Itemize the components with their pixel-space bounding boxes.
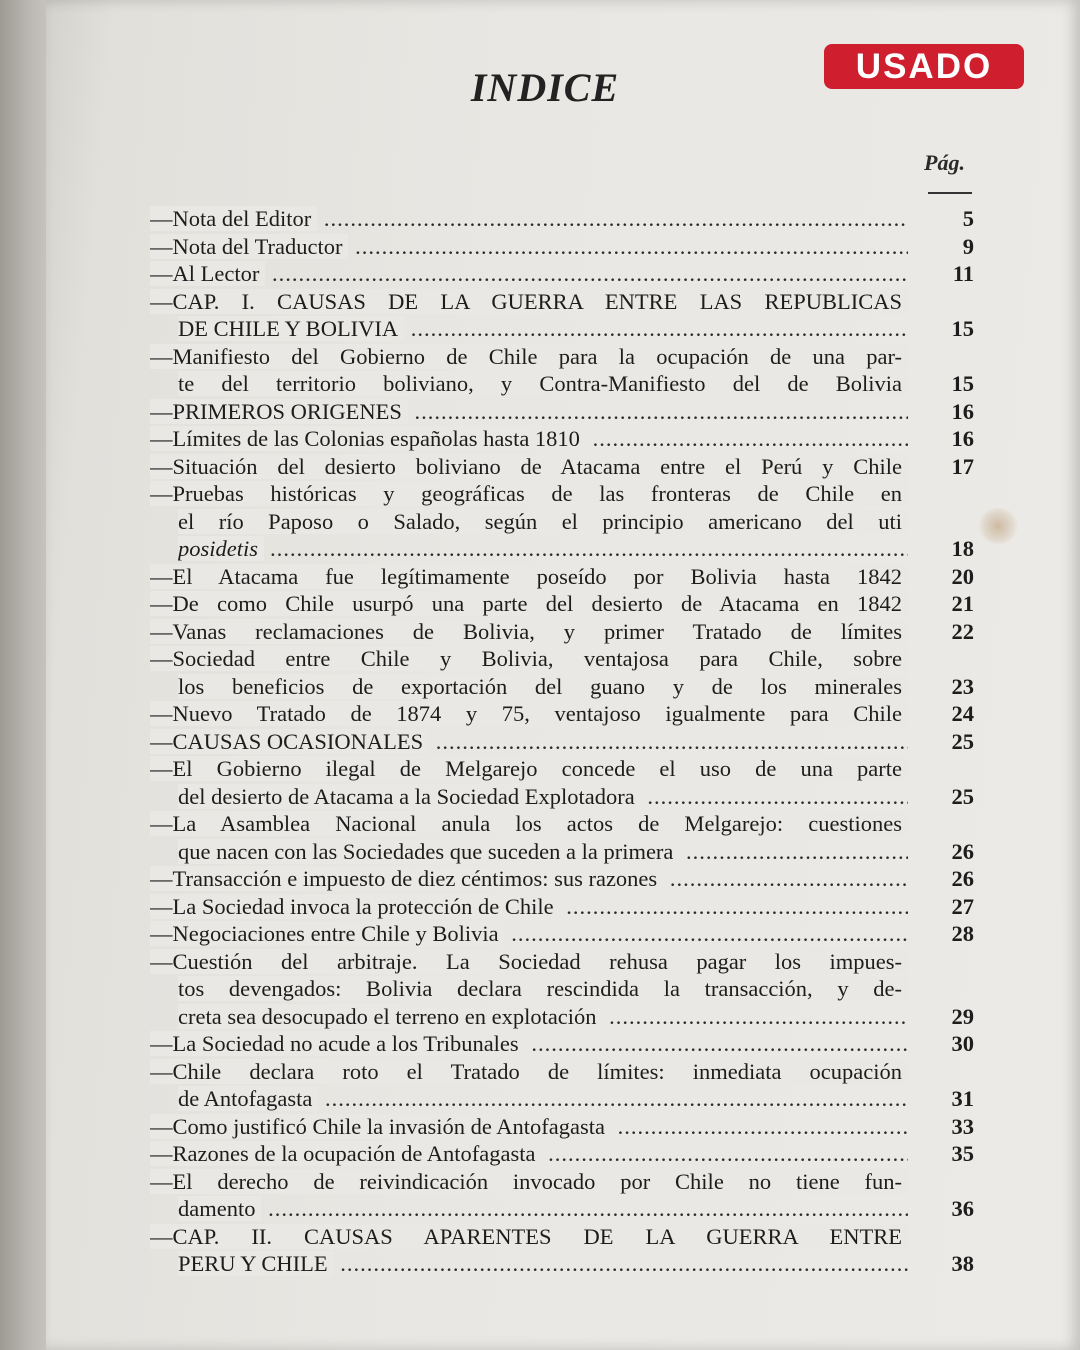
toc-entry-label: —CAP. I. CAUSAS DE LA GUERRA ENTRE LAS REPUBLICAS bbox=[150, 289, 908, 314]
toc-entry-text bbox=[178, 1195, 908, 1223]
toc-entry-text bbox=[150, 700, 908, 728]
toc-line bbox=[150, 673, 980, 701]
toc-entry-label: que nacen con las Sociedades que suceden a la primera bbox=[178, 839, 679, 864]
toc-line bbox=[150, 1250, 980, 1278]
toc-page-number: 16 bbox=[951, 426, 974, 451]
toc-entry-label: —Cuestión del arbitraje. La Sociedad rehusa pagar los impues- bbox=[150, 949, 908, 974]
toc-entry-text bbox=[150, 260, 908, 288]
toc-entry-label: —Negociaciones entre Chile y Bolivia bbox=[150, 921, 505, 946]
toc-line bbox=[150, 838, 980, 866]
toc-page-number: 15 bbox=[951, 371, 974, 396]
toc-line bbox=[150, 425, 980, 453]
toc-entry-label: —Transacción e impuesto de diez céntimos: sus razones bbox=[150, 866, 663, 891]
toc-entry-text bbox=[150, 343, 908, 371]
table-of-contents bbox=[150, 205, 980, 1278]
toc-line bbox=[150, 920, 980, 948]
toc-entry-label: —La Sociedad invoca la protección de Chile bbox=[150, 894, 560, 919]
toc-entry-text bbox=[150, 728, 908, 756]
toc-line bbox=[150, 618, 980, 646]
toc-entry-label: —Nota del Editor bbox=[150, 206, 317, 231]
toc-page-number: 33 bbox=[951, 1113, 974, 1139]
toc-entry-text bbox=[150, 1113, 908, 1141]
toc-entry-text bbox=[150, 1223, 908, 1251]
toc-entry-text bbox=[150, 920, 908, 948]
toc-entry-label: PERU Y CHILE bbox=[178, 1251, 334, 1276]
toc-entry-label: —La Asamblea Nacional anula los actos de Melgarejo: cuestiones bbox=[150, 811, 908, 836]
toc-entry-label: de Antofagasta bbox=[178, 1086, 318, 1111]
toc-page-number: 36 bbox=[951, 1196, 974, 1221]
toc-line bbox=[150, 1085, 980, 1113]
toc-line bbox=[150, 1223, 980, 1251]
toc-line bbox=[150, 288, 980, 316]
toc-entry-label: del desierto de Atacama a la Sociedad Explotadora bbox=[178, 784, 641, 809]
toc-entry-label: —Sociedad entre Chile y Bolivia, ventajosa para Chile, sobre bbox=[150, 646, 908, 671]
toc-entry-label: —La Sociedad no acude a los Tribunales bbox=[150, 1031, 525, 1056]
toc-page-number: 28 bbox=[951, 921, 974, 946]
toc-entry-text bbox=[178, 1003, 908, 1031]
toc-line bbox=[150, 260, 980, 288]
toc-entry-label: DE CHILE Y BOLIVIA bbox=[178, 316, 404, 341]
toc-entry-label: —El derecho de reivindicación invocado por Chile no tiene fun- bbox=[150, 1169, 908, 1194]
toc-line bbox=[150, 1168, 980, 1196]
toc-entry-label: —Límites de las Colonias españolas hasta 1810 bbox=[150, 426, 586, 451]
toc-entry-label: —Chile declara roto el Tratado de límites: inmediata ocupación bbox=[150, 1059, 908, 1084]
toc-line bbox=[150, 893, 980, 921]
toc-entry-label: creta sea desocupado el terreno en explotación bbox=[178, 1004, 603, 1029]
page-column-rule bbox=[928, 192, 972, 194]
toc-entry-label: —El Atacama fue legítimamente poseído por Bolivia hasta 1842 bbox=[150, 564, 908, 589]
toc-entry-label: los beneficios de exportación del guano y de los minerales bbox=[178, 674, 908, 699]
toc-line bbox=[150, 563, 980, 591]
toc-line bbox=[150, 1113, 980, 1141]
toc-page-number: 21 bbox=[951, 591, 974, 616]
toc-line bbox=[150, 948, 980, 976]
toc-page-number: 25 bbox=[951, 783, 974, 809]
toc-entry-text bbox=[178, 783, 908, 811]
toc-entry-label: —El Gobierno ilegal de Melgarejo concede el uso de una parte bbox=[150, 756, 908, 781]
toc-page-number: 31 bbox=[951, 1086, 974, 1111]
toc-entry-text bbox=[178, 535, 908, 563]
toc-entry-text bbox=[150, 865, 908, 893]
toc-line bbox=[150, 535, 980, 563]
toc-entry-label: —Nuevo Tratado de 1874 y 75, ventajoso igualmente para Chile bbox=[150, 701, 908, 726]
toc-line bbox=[150, 398, 980, 426]
toc-entry-label: te del territorio boliviano, y Contra-Manifiesto del de Bolivia bbox=[178, 371, 908, 396]
toc-entry-label: —De como Chile usurpó una parte del desierto de Atacama en 1842 bbox=[150, 591, 908, 616]
toc-line bbox=[150, 233, 980, 261]
toc-line bbox=[150, 453, 980, 481]
toc-page-number: 35 bbox=[951, 1141, 974, 1166]
toc-page-number: 18 bbox=[951, 536, 974, 561]
toc-entry-text bbox=[178, 370, 908, 398]
toc-entry-text bbox=[150, 1058, 908, 1086]
toc-entry-text bbox=[150, 453, 908, 481]
toc-line bbox=[150, 810, 980, 838]
toc-line bbox=[150, 205, 980, 233]
toc-page-number: 38 bbox=[951, 1251, 974, 1276]
toc-page-number: 11 bbox=[952, 261, 974, 286]
toc-entry-label: —Como justificó Chile la invasión de Antofagasta bbox=[150, 1114, 611, 1139]
toc-entry-label: posidetis bbox=[178, 536, 264, 561]
toc-line bbox=[150, 700, 980, 728]
toc-entry-text bbox=[150, 398, 908, 426]
toc-line bbox=[150, 728, 980, 756]
toc-line bbox=[150, 508, 980, 536]
toc-entry-text bbox=[150, 1030, 908, 1058]
toc-page-number: 27 bbox=[951, 893, 974, 919]
toc-entry-label: damento bbox=[178, 1196, 261, 1221]
toc-line bbox=[150, 865, 980, 893]
toc-line bbox=[150, 370, 980, 398]
toc-page-number: 25 bbox=[951, 728, 974, 754]
toc-page-number: 9 bbox=[962, 233, 974, 259]
toc-entry-text bbox=[178, 315, 908, 343]
toc-entry-text bbox=[178, 673, 908, 701]
toc-entry-label: —CAP. II. CAUSAS APARENTES DE LA GUERRA ENTRE bbox=[150, 1224, 908, 1249]
toc-line bbox=[150, 645, 980, 673]
toc-page-number: 15 bbox=[951, 316, 974, 341]
page-title: INDICE bbox=[470, 65, 620, 110]
toc-entry-text bbox=[178, 508, 908, 536]
toc-entry-label: —Razones de la ocupación de Antofagasta bbox=[150, 1141, 542, 1166]
toc-entry-text bbox=[150, 618, 908, 646]
toc-page-number: 5 bbox=[962, 206, 974, 231]
toc-entry-label: —Nota del Traductor bbox=[150, 234, 348, 259]
toc-entry-label: tos devengados: Bolivia declara rescindida la transacción, y de- bbox=[178, 976, 908, 1001]
toc-entry-text bbox=[150, 1140, 908, 1168]
toc-entry-text bbox=[178, 1085, 908, 1113]
toc-line bbox=[150, 315, 980, 343]
toc-entry-text bbox=[150, 205, 908, 233]
toc-line bbox=[150, 755, 980, 783]
toc-entry-text bbox=[150, 893, 908, 921]
toc-page-number: 16 bbox=[951, 398, 974, 424]
toc-line bbox=[150, 783, 980, 811]
toc-entry-text bbox=[150, 480, 908, 508]
toc-entry-label: —Vanas reclamaciones de Bolivia, y primer Tratado de límites bbox=[150, 619, 908, 644]
toc-line bbox=[150, 1058, 980, 1086]
toc-page-number: 26 bbox=[951, 866, 974, 891]
toc-page-number: 30 bbox=[951, 1031, 974, 1056]
toc-entry-text bbox=[150, 948, 908, 976]
toc-page-number: 29 bbox=[951, 1003, 974, 1029]
toc-entry-text bbox=[150, 288, 908, 316]
toc-entry-label: —Pruebas históricas y geográficas de las fronteras de Chile en bbox=[150, 481, 908, 506]
toc-line bbox=[150, 343, 980, 371]
toc-entry-text bbox=[178, 975, 908, 1003]
toc-entry-label: el río Paposo o Salado, según el principio americano del uti bbox=[178, 509, 908, 534]
toc-page-number: 22 bbox=[951, 618, 974, 644]
toc-entry-text bbox=[150, 233, 908, 261]
toc-page-number: 26 bbox=[951, 838, 974, 864]
toc-entry-label: —Situación del desierto boliviano de Atacama entre el Perú y Chile bbox=[150, 454, 908, 479]
toc-entry-text bbox=[150, 1168, 908, 1196]
toc-line bbox=[150, 975, 980, 1003]
toc-entry-text bbox=[178, 838, 908, 866]
toc-entry-label: —CAUSAS OCASIONALES bbox=[150, 729, 429, 754]
toc-entry-text bbox=[150, 425, 908, 453]
toc-entry-text bbox=[150, 645, 908, 673]
toc-line bbox=[150, 1003, 980, 1031]
paper-stain bbox=[978, 508, 1018, 544]
toc-entry-label: —PRIMEROS ORIGENES bbox=[150, 399, 408, 424]
toc-entry-text bbox=[150, 563, 908, 591]
toc-entry-label: —Al Lector bbox=[150, 261, 265, 286]
toc-line bbox=[150, 590, 980, 618]
toc-entry-text bbox=[150, 810, 908, 838]
toc-entry-label: —Manifiesto del Gobierno de Chile para la ocupación de una par- bbox=[150, 344, 908, 369]
toc-entry-text bbox=[150, 590, 908, 618]
used-badge: USADO bbox=[824, 44, 1024, 89]
toc-page-number: 20 bbox=[951, 563, 974, 589]
toc-line bbox=[150, 1140, 980, 1168]
toc-entry-text bbox=[178, 1250, 908, 1278]
toc-line bbox=[150, 1195, 980, 1223]
toc-line bbox=[150, 1030, 980, 1058]
page-column-header: Pág. bbox=[924, 150, 965, 175]
toc-page-number: 23 bbox=[951, 673, 974, 699]
toc-page-number: 17 bbox=[951, 453, 974, 479]
toc-page-number: 24 bbox=[951, 701, 974, 726]
toc-entry-text bbox=[150, 755, 908, 783]
toc-line bbox=[150, 480, 980, 508]
